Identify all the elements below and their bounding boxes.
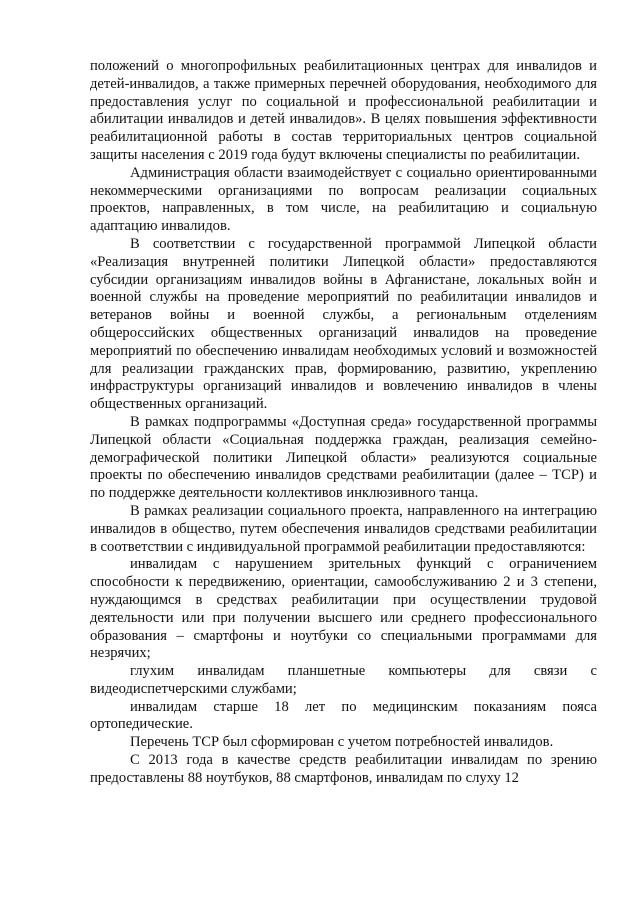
list-item-visually-impaired: инвалидам с нарушением зрительных функций с ограничением способности к передвижению, ориентации, самообслуживанию 2 и 3 степени, нуждающимся в средствах реабилитации при осуществлении трудовой деятельности или при получении высшего или среднего профессионального образования – смартфоны и ноутбуки со специальными программами для незрячих; — [90, 556, 597, 662]
document-page — [90, 58, 597, 788]
paragraph-accessible-environment: В рамках подпрограммы «Доступная среда» государственной программы Липецкой области «Социальная поддержка граждан, реализация семейно-демографической политики Липецкой области» реализуются социальные проекты по обеспечению инвалидов средствами реабилитации (далее – ТСР) и по поддержке деятельности коллективов инклюзивного танца. — [90, 413, 597, 502]
paragraph-social-project: В рамках реализации социального проекта, направленного на интеграцию инвалидов в общество, путем обеспечения инвалидов средствами реабилитации в соответствии с индивидуальной программой реабилитации предоставляются: — [90, 502, 597, 555]
paragraph-since-2013: С 2013 года в качестве средств реабилитации инвалидам по зрению предоставлены 88 ноутбуков, 88 смартфонов, инвалидам по слуху 12 — [90, 752, 597, 786]
list-item-orthopedic: инвалидам старше 18 лет по медицинским показаниям пояса ортопедические. — [90, 698, 597, 733]
paragraph-state-program: В соответствии с государственной программой Липецкой области «Реализация внутренней политики Липецкой области» предоставляются субсидии организациям инвалидов войны в Афганистане, локальных войн и военной службы на проведение мероприятий по реабилитации инвалидов и ветеранов войны и военной службы, а региональным отделениям общероссийских общественных организаций инвалидов на проведение мероприятий по обеспечению инвалидам необходимых условий и возможностей для реализации гражданских прав, формированию, развитию, укреплению инфраструктуры организаций инвалидов и вовлечению инвалидов в члены общественных организаций. — [90, 235, 597, 413]
paragraph-continuation: положений о многопрофильных реабилитационных центрах для инвалидов и детей-инвалидов, а также примерных перечней оборудования, необходимого для предоставления услуг по социальной и профессиональной реабилитации и абилитации инвалидов и детей инвалидов». В целях повышения эффективности реабилитационной работы в состав территориальных центров социальной защиты населения с 2019 года будут включены специалисты по реабилитации. — [90, 58, 597, 163]
list-item-deaf: глухим инвалидам планшетные компьютеры для связи с видеодиспетчерскими службами; — [90, 663, 597, 697]
paragraph-administration: Администрация области взаимодействует с социально ориентированными некоммерческими организациями по вопросам реализации социальных проектов, направленных, в том числе, на реабилитацию и социальную адаптацию инвалидов. — [90, 164, 597, 235]
paragraph-tsr-list: Перечень ТСР был сформирован с учетом потребностей инвалидов. — [130, 734, 554, 751]
